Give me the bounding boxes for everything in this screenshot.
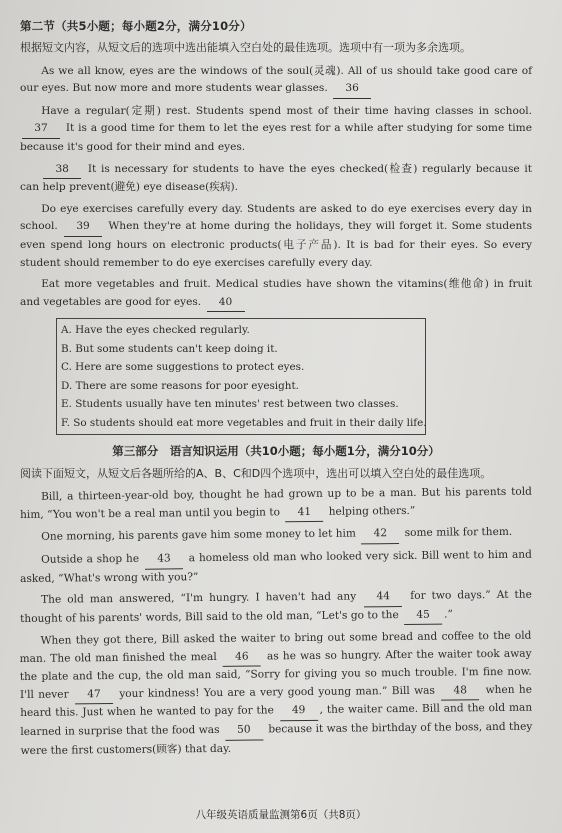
- section-2-instructions: 根据短文内容，从短文后的选项中选出能填入空白处的最佳选项。选项中有一项为多余选项。: [20, 40, 471, 54]
- paragraph-text: Do eye exercises carefully every day. Students are asked to do eye exercises every day in school.: [20, 202, 532, 233]
- paragraph-text: The old man answered, “I'm hungry. I haven't had any: [41, 590, 357, 606]
- part-3-instructions: 阅读下面短文，从短文后各题所给的A、B、C和D四个选项中，选出可以填入空白处的最佳选项。: [20, 466, 492, 480]
- paragraph-text: .”: [443, 607, 453, 621]
- paragraph-text: as he was so hungry. After the waiter took away the plate and the cup, the old man said, “Sorry for giving you so much trouble. I'm fine now. I'll never: [19, 647, 532, 701]
- blank-43: 43: [145, 550, 183, 569]
- paragraph-text: for two days.” At the thought of his parents' words, Bill said to the old man, “Let's go to the: [20, 588, 532, 625]
- paragraph-text: , the waiter came. Bill and the old man learned in surprise that the food was: [20, 702, 533, 739]
- options-box: [56, 318, 426, 435]
- option-d: D. There are some reasons for poor eyesight.: [61, 379, 299, 392]
- blank-47: 47: [75, 686, 113, 705]
- paragraph-text: Outside a shop he: [41, 552, 140, 566]
- blank-46: 46: [223, 648, 261, 667]
- passage-paragraph: [20, 587, 532, 630]
- paragraph-text: One morning, his parents gave him some money to let him: [41, 527, 356, 543]
- paragraph-text: Eat more vegetables and fruit. Medical studies have shown the vitamins(维他命) in fruit and vegetables are good for eyes.: [20, 278, 532, 308]
- paragraph-text: your kindness! You are a very good young man.” Bill was: [119, 684, 435, 700]
- blank-45: 45: [404, 606, 442, 625]
- paragraph-text: When they got there, Bill asked the waiter to bring out some bread and coffee to the old man. The old man finished the meal: [19, 629, 532, 665]
- blank-36: 36: [333, 80, 371, 99]
- option-b: B. But some students can't keep doing it.: [61, 342, 278, 355]
- passage-paragraph: [20, 546, 532, 588]
- passage-paragraph: [20, 161, 532, 197]
- blank-42: 42: [361, 525, 399, 544]
- option-c: C. Here are some suggestions to protect eyes.: [61, 361, 305, 374]
- blank-40: 40: [207, 294, 245, 313]
- option-a: A. Have the eyes checked regularly.: [61, 324, 250, 337]
- paragraph-text: some milk for them.: [404, 525, 513, 540]
- passage-paragraph: [20, 201, 532, 272]
- paragraph-text: helping others.”: [328, 504, 416, 518]
- passage-paragraph: [20, 484, 532, 526]
- option-f: F. So students should eat more vegetables and fruit in their daily life.: [61, 416, 427, 429]
- section-2-heading: 第二节（共5小题；每小题2分，满分10分）: [20, 19, 252, 33]
- option-e: E. Students usually have ten minutes' rest between two classes.: [61, 398, 399, 411]
- passage-paragraph: [20, 524, 532, 548]
- paragraph-text: because it was the birthday of the boss, and they were the first customers(顾客) that day.: [20, 720, 533, 757]
- blank-38: 38: [43, 161, 81, 180]
- paragraph-text: Have a regular(定期) rest. Students spend most of their time having classes in school.: [41, 104, 532, 117]
- paragraph-text: when he heard this. Just when he wanted to pay for the: [20, 683, 533, 720]
- part-3-heading: 第三部分 语言知识运用（共10小题；每小题1分，满分10分）: [112, 444, 440, 459]
- paragraph-text: As we all know, eyes are the windows of the soul(灵魂). All of us should take good care of our eyes. But now more and more students wear glasses.: [20, 64, 532, 95]
- blank-44: 44: [364, 588, 402, 607]
- blank-41: 41: [285, 503, 323, 522]
- paragraph-text: When they're at home during the holidays, they will forget it. Some students even spend long hours on electronic products(电子产品). It is bad for their eyes. So every student should remember to do eye exercises carefully every day.: [20, 220, 533, 269]
- blank-37: 37: [22, 120, 60, 139]
- blank-50: 50: [225, 721, 263, 740]
- paragraph-text: It is a good time for them to let the eyes rest for a while after studying for some time because it's good for their mind and eyes.: [20, 122, 532, 153]
- paragraph-text: Bill, a thirteen-year-old boy, thought he had grown up to be a man. But his parents told him, “You won't be a real man until you begin to: [20, 485, 532, 521]
- passage-paragraph: [20, 276, 532, 312]
- blank-48: 48: [441, 682, 479, 701]
- passage-paragraph: [20, 63, 532, 99]
- paragraph-text: a homeless old man who looked very sick. Bill went to him and asked, “What's wrong with you?”: [20, 548, 532, 585]
- page-footer: 八年级英语质量监测第6页（共8页）: [195, 809, 367, 822]
- blank-39: 39: [64, 218, 102, 237]
- passage-paragraph: [20, 103, 532, 157]
- blank-49: 49: [280, 702, 318, 721]
- passage-paragraph: [19, 628, 532, 761]
- paragraph-text: It is necessary for students to have the eyes checked(检查) regularly because it can help prevent(避免) eye disease(疾病).: [20, 162, 532, 194]
- cloze-passage: [19, 485, 533, 760]
